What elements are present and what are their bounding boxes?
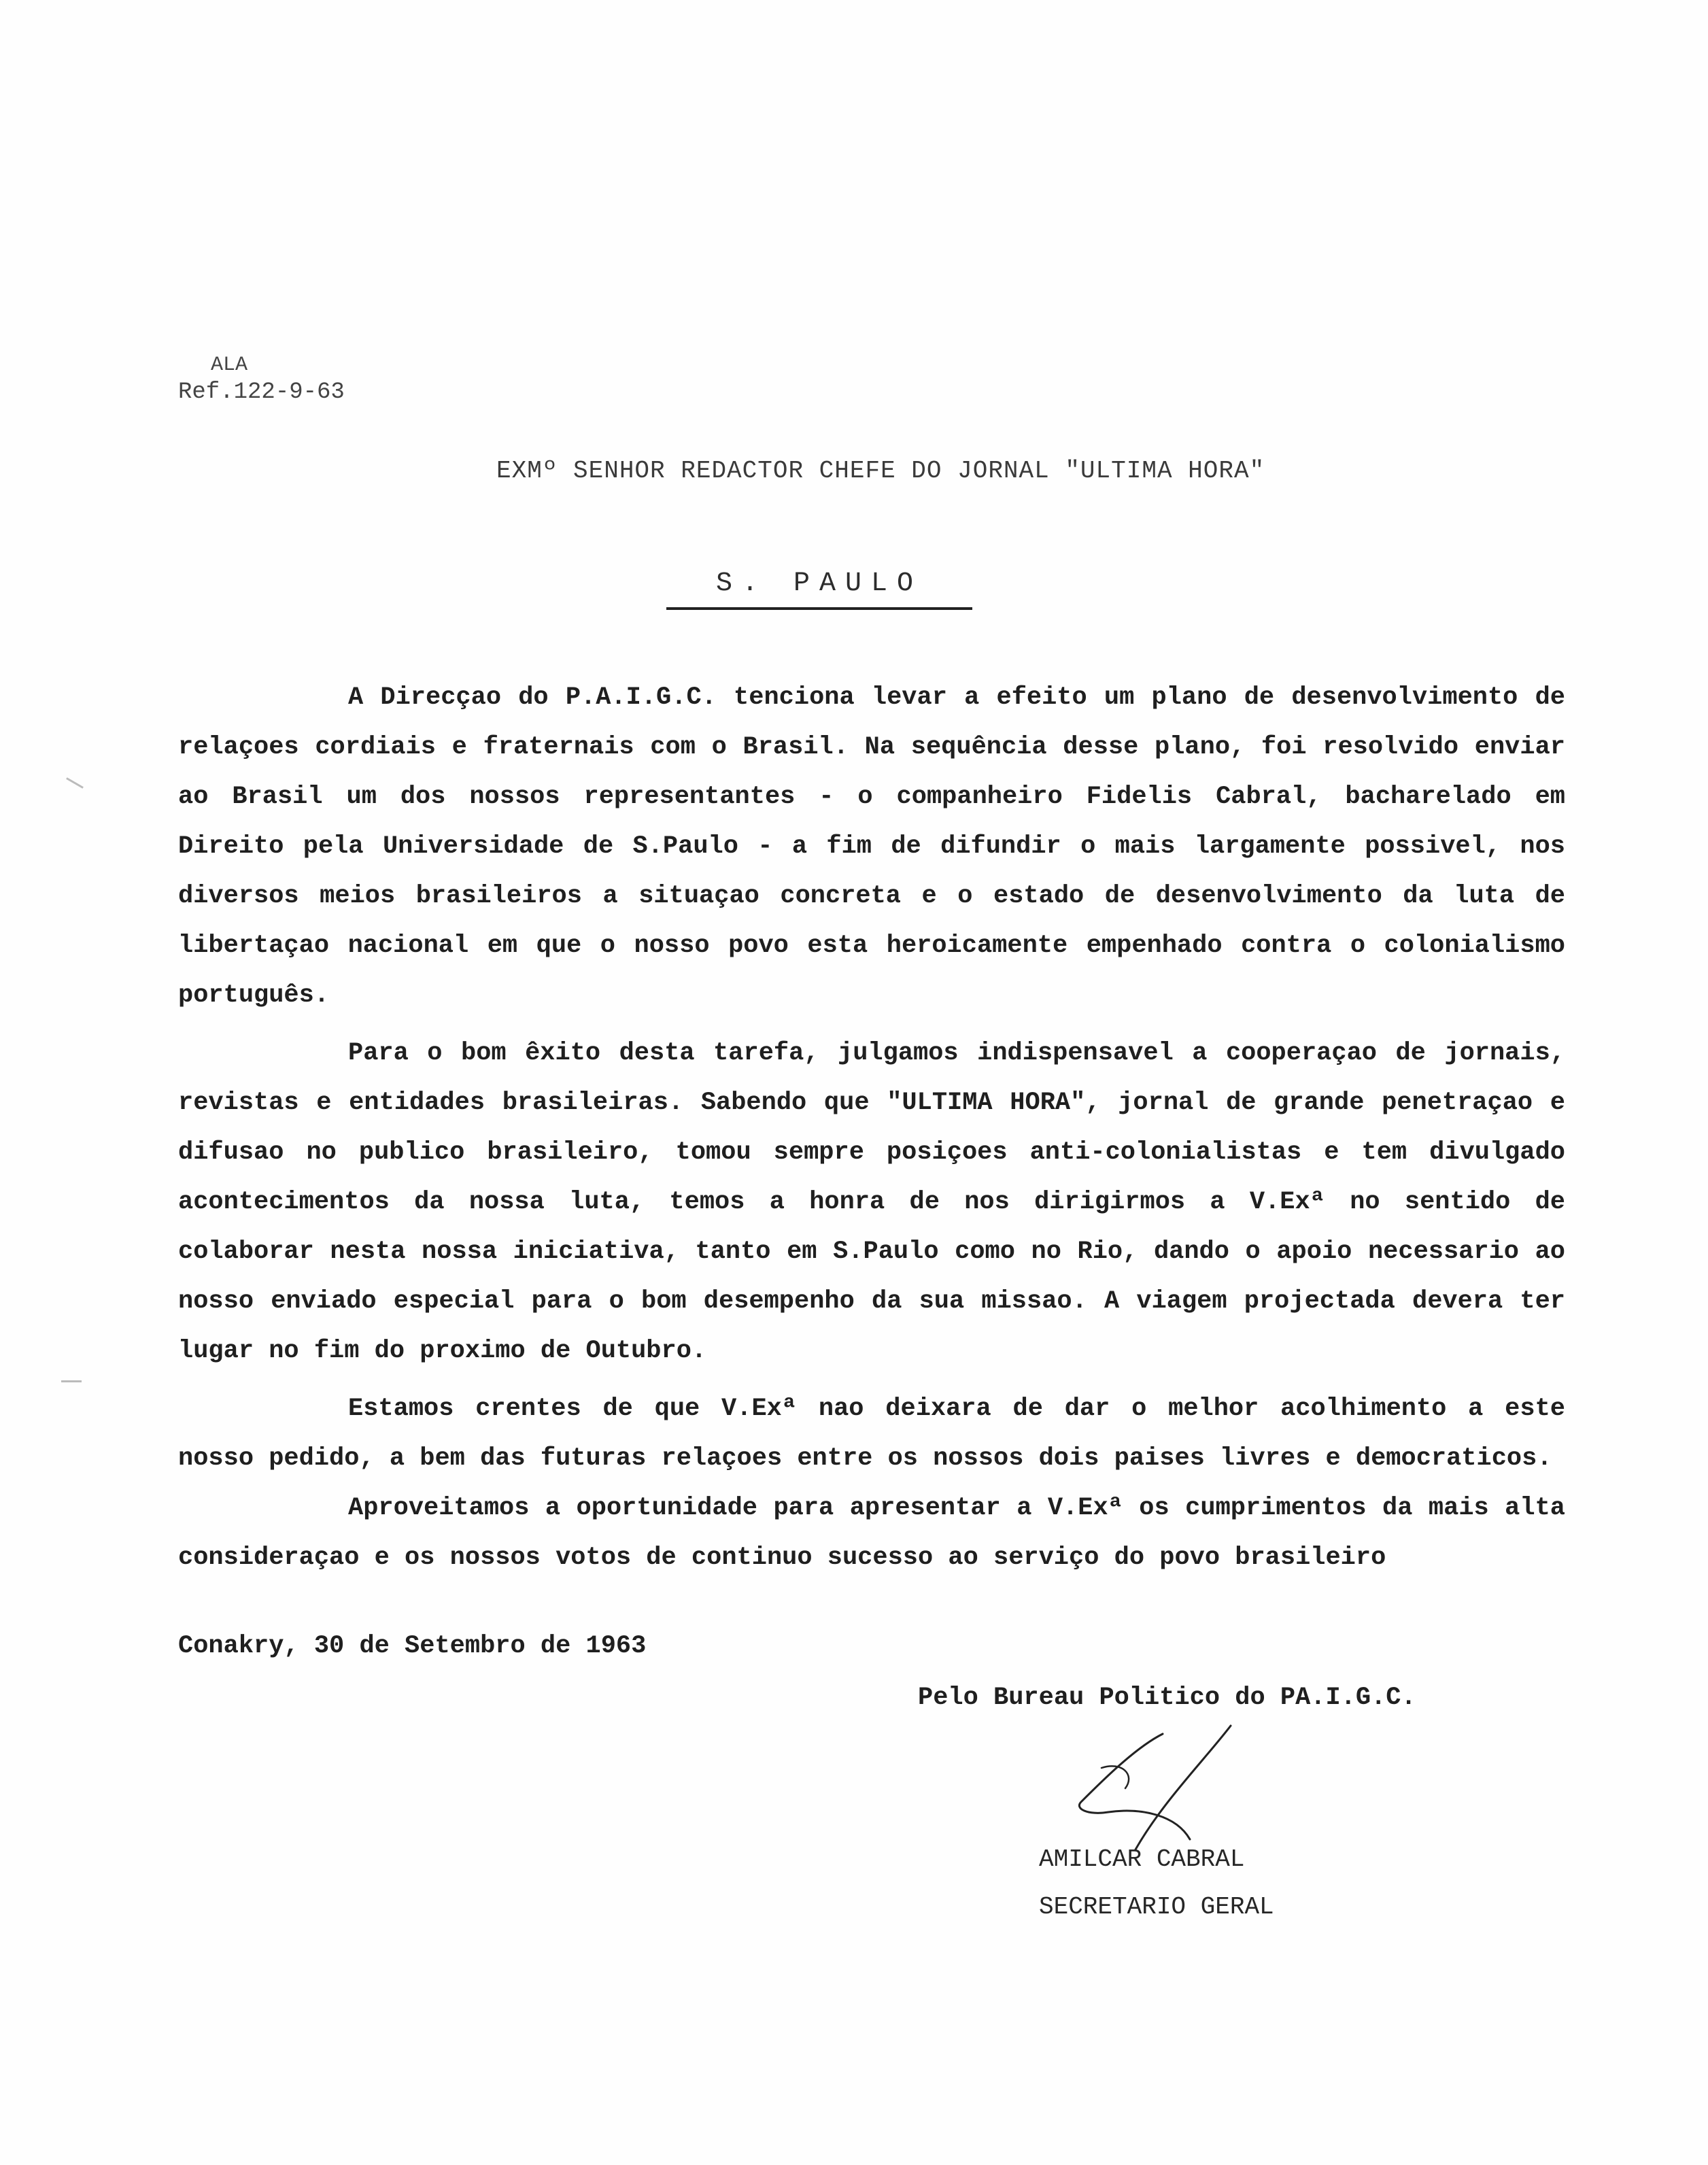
signer-title: SECRETARIO GERAL xyxy=(1039,1893,1274,1921)
paragraph-1: A Direcçao do P.A.I.G.C. tenciona levar a efeito um plano de desenvolvimento de relaçoes cordiais e fraternais com o Brasil. Na sequência desse plano, foi resolvido enviar ao Brasil um dos nossos representantes - o companheiro Fidelis Cabral, bacharelado em Direito pela Universidade de S.Paulo - a fim de difundir o mais largamente possivel, nos diversos meios brasileiros a situaçao concreta e o estado de desenvolvimento da luta de libertaçao nacional em que o nosso povo esta heroicamente empenhado contra o colonialismo português. xyxy=(178,683,1565,1010)
paragraph-3: Estamos crentes de que V.Exª nao deixara de dar o melhor acolhimento a este nosso pedido, a bem das futuras relaçoes entre os nossos dois paises livres e democraticos. xyxy=(178,1395,1565,1473)
reference-block xyxy=(178,354,345,408)
city-heading: S. PAULO xyxy=(666,568,972,610)
place-and-date: Conakry, 30 de Setembro de 1963 xyxy=(178,1632,647,1660)
signer-name: AMILCAR CABRAL xyxy=(1039,1845,1245,1873)
paragraph-2: Para o bom êxito desta tarefa, julgamos indispensavel a cooperaçao de jornais, revistas e entidades brasileiras. Sabendo que "ULTIMA HORA", jornal de grande penetraçao e difusao no publico brasileiro, tomou sempre posiçoes anti-colonialistas e tem divulgado acontecimentos da nossa luta, temos a honra de nos dirigirmos a V.Exª no sentido de colaborar nesta nossa iniciativa, tanto em S.Paulo como no Rio, dando o apoio necessario ao nosso enviado especial para o bom desempenho da sua missao. A viagem projectada devera ter lugar no fim do proximo de Outubro. xyxy=(178,1039,1565,1365)
reference-mark: ALA xyxy=(211,354,248,377)
signer-block xyxy=(1039,1836,1274,1931)
reference-number: Ref.122-9-63 xyxy=(178,379,345,405)
letter-body xyxy=(178,673,1565,1591)
scan-speck xyxy=(61,1380,82,1382)
addressee-line: EXMº SENHOR REDACTOR CHEFE DO JORNAL "ULTIMA HORA" xyxy=(496,457,1265,485)
bureau-line: Pelo Bureau Politico do PA.I.G.C. xyxy=(918,1684,1416,1712)
paragraph-4: Aproveitamos a oportunidade para apresentar a V.Exª os cumprimentos da mais alta consideraçao e os nossos votos de continuo sucesso ao serviço do povo brasileiro xyxy=(178,1494,1565,1572)
scan-speck xyxy=(66,777,84,789)
